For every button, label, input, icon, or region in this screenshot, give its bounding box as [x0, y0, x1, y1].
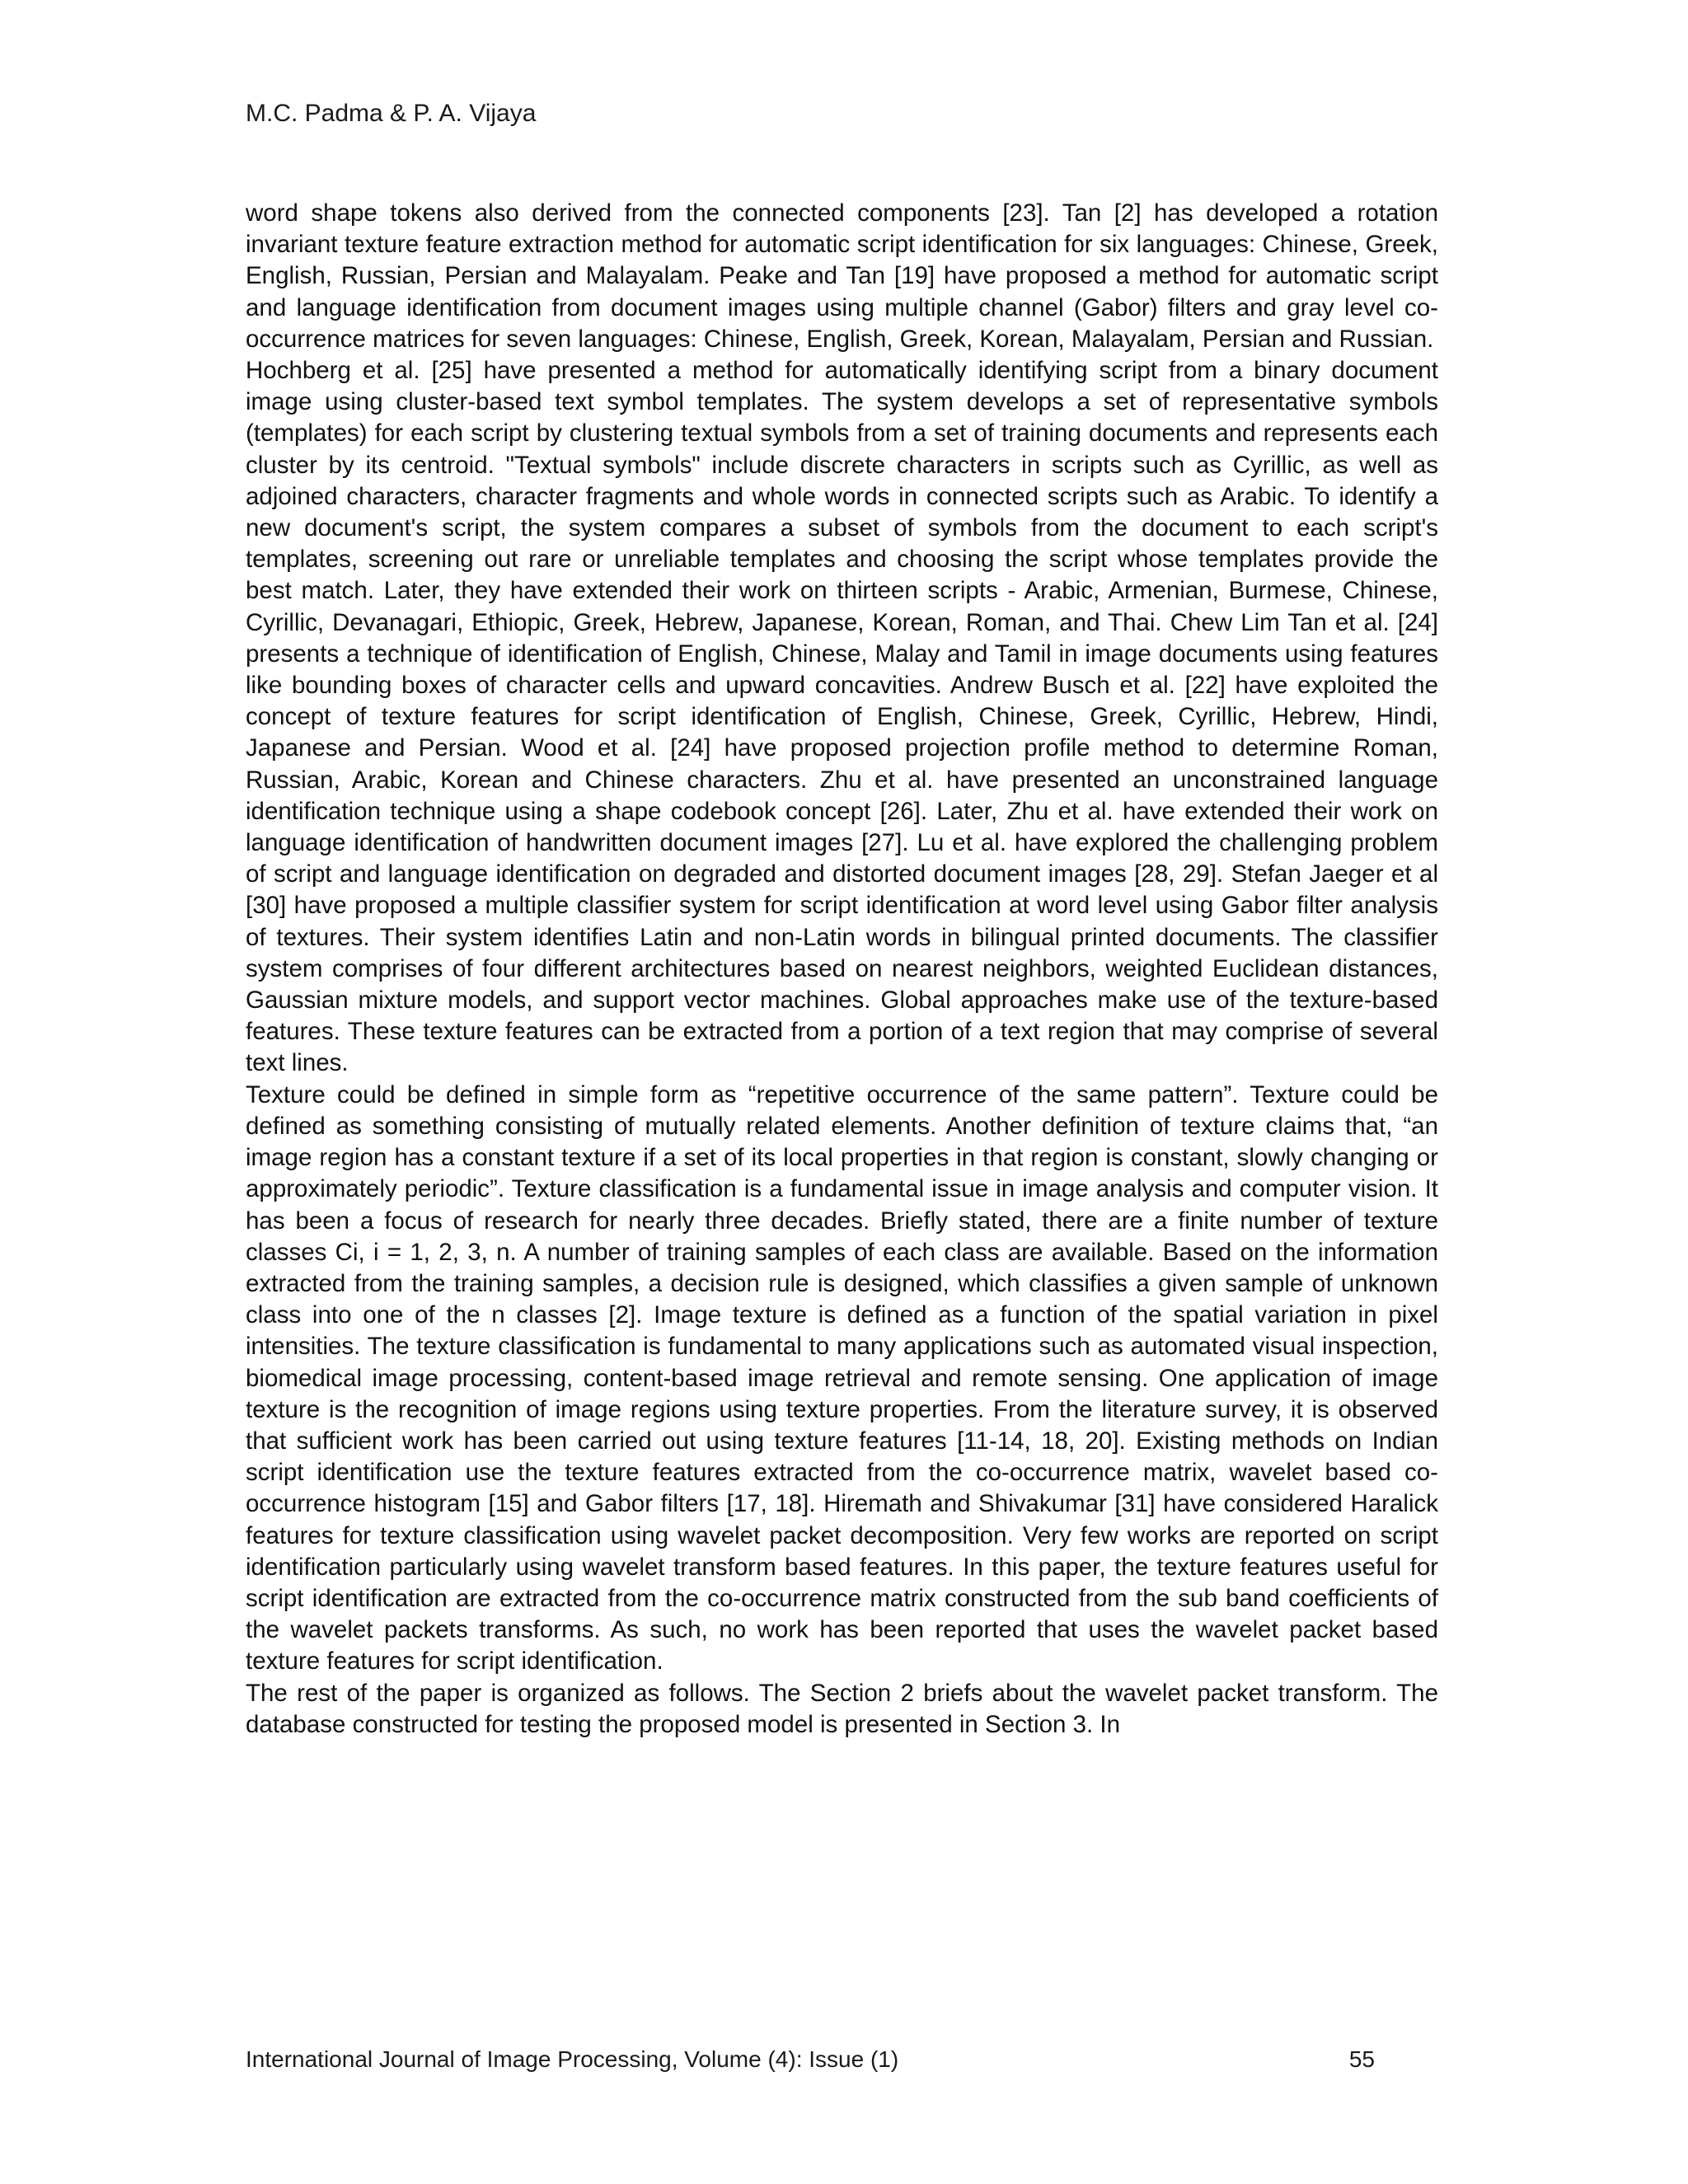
running-header: M.C. Padma & P. A. Vijaya — [246, 100, 537, 127]
body-text — [246, 198, 1438, 1741]
page-footer — [246, 2044, 1375, 2075]
paragraph: word shape tokens also derived from the connected components [23]. Tan [2] has developed a rotation invariant texture feature extraction method for automatic script identification for six languages: Chinese, Greek, English, Russian, Persian and Malayalam. Peake and Tan [19] have proposed a method for automatic script and language identification from document images using multiple channel (Gabor) filters and gray level co-occurrence matrices for seven languages: Chinese, English, Greek, Korean, Malayalam, Persian and Russian. — [246, 199, 1438, 353]
paragraph: Hochberg et al. [25] have presented a method for automatically identifying script from a binary document image using cluster-based text symbol templates. The system develops a set of representative symbols (templates) for each script by clustering textual symbols from a set of training documents and represents each cluster by its centroid. "Textual symbols" include discrete characters in scripts such as Cyrillic, as well as adjoined characters, character fragments and whole words in connected scripts such as Arabic. To identify a new document's script, the system compares a subset of symbols from the document to each script's templates, screening out rare or unreliable templates and choosing the script whose templates provide the best match. Later, they have extended their work on thirteen scripts - Arabic, Armenian, Burmese, Chinese, Cyrillic, Devanagari, Ethiopic, Greek, Hebrew, Japanese, Korean, Roman, and Thai. Chew Lim Tan et al. [24] presents a technique of identification of English, Chinese, Malay and Tamil in image documents using features like bounding boxes of character cells and upward concavities. Andrew Busch et al. [22] have exploited the concept of texture features for script identification of English, Chinese, Greek, Cyrillic, Hebrew, Hindi, Japanese and Persian. Wood et al. [24] have proposed projection profile method to determine Roman, Russian, Arabic, Korean and Chinese characters. Zhu et al. have presented an unconstrained language identification technique using a shape codebook concept [26]. Later, Zhu et al. have extended their work on language identification of handwritten document images [27]. Lu et al. have explored the challenging problem of script and language identification on degraded and distorted document images [28, 29]. Stefan Jaeger et al [30] have proposed a multiple classifier system for script identification at word level using Gabor filter analysis of textures. Their system identifies Latin and non-Latin words in bilingual printed documents. The classifier system comprises of four different architectures based on nearest neighbors, weighted Euclidean distances, Gaussian mixture models, and support vector machines. Global approaches make use of the texture-based features. These texture features can be extracted from a portion of a text region that may comprise of several text lines. — [246, 357, 1438, 1077]
page-number: 55 — [1348, 2046, 1375, 2072]
paragraph: Texture could be defined in simple form as “repetitive occurrence of the same pattern”. Texture could be defined as something consisting of mutually related elements. Another definition of texture claims that, “an image region has a constant texture if a set of its local properties in that region is constant, slowly changing or approximately periodic”. Texture classification is a fundamental issue in image analysis and computer vision. It has been a focus of research for nearly three decades. Briefly stated, there are a finite number of texture classes Ci, i = 1, 2, 3, n. A number of training samples of each class are available. Based on the information extracted from the training samples, a decision rule is designed, which classifies a given sample of unknown class into one of the n classes [2]. Image texture is defined as a function of the spatial variation in pixel intensities. The texture classification is fundamental to many applications such as automated visual inspection, biomedical image processing, content-based image retrieval and remote sensing. One application of image texture is the recognition of image regions using texture properties. From the literature survey, it is observed that sufficient work has been carried out using texture features [11-14, 18, 20]. Existing methods on Indian script identification use the texture features extracted from the co-occurrence matrix, wavelet based co-occurrence histogram [15] and Gabor filters [17, 18]. Hiremath and Shivakumar [31] have considered Haralick features for texture classification using wavelet packet decomposition. Very few works are reported on script identification particularly using wavelet transform based features. In this paper, the texture features useful for script identification are extracted from the co-occurrence matrix constructed from the sub band coefficients of the wavelet packets transforms. As such, no work has been reported that uses the wavelet packet based texture features for script identification. — [246, 1080, 1438, 1675]
journal-citation: International Journal of Image Processing, Volume (4): Issue (1) — [246, 2046, 899, 2072]
paragraph: The rest of the paper is organized as follows. The Section 2 briefs about the wavelet packet transform. The database constructed for testing the proposed model is presented in Section 3. In — [246, 1679, 1438, 1738]
